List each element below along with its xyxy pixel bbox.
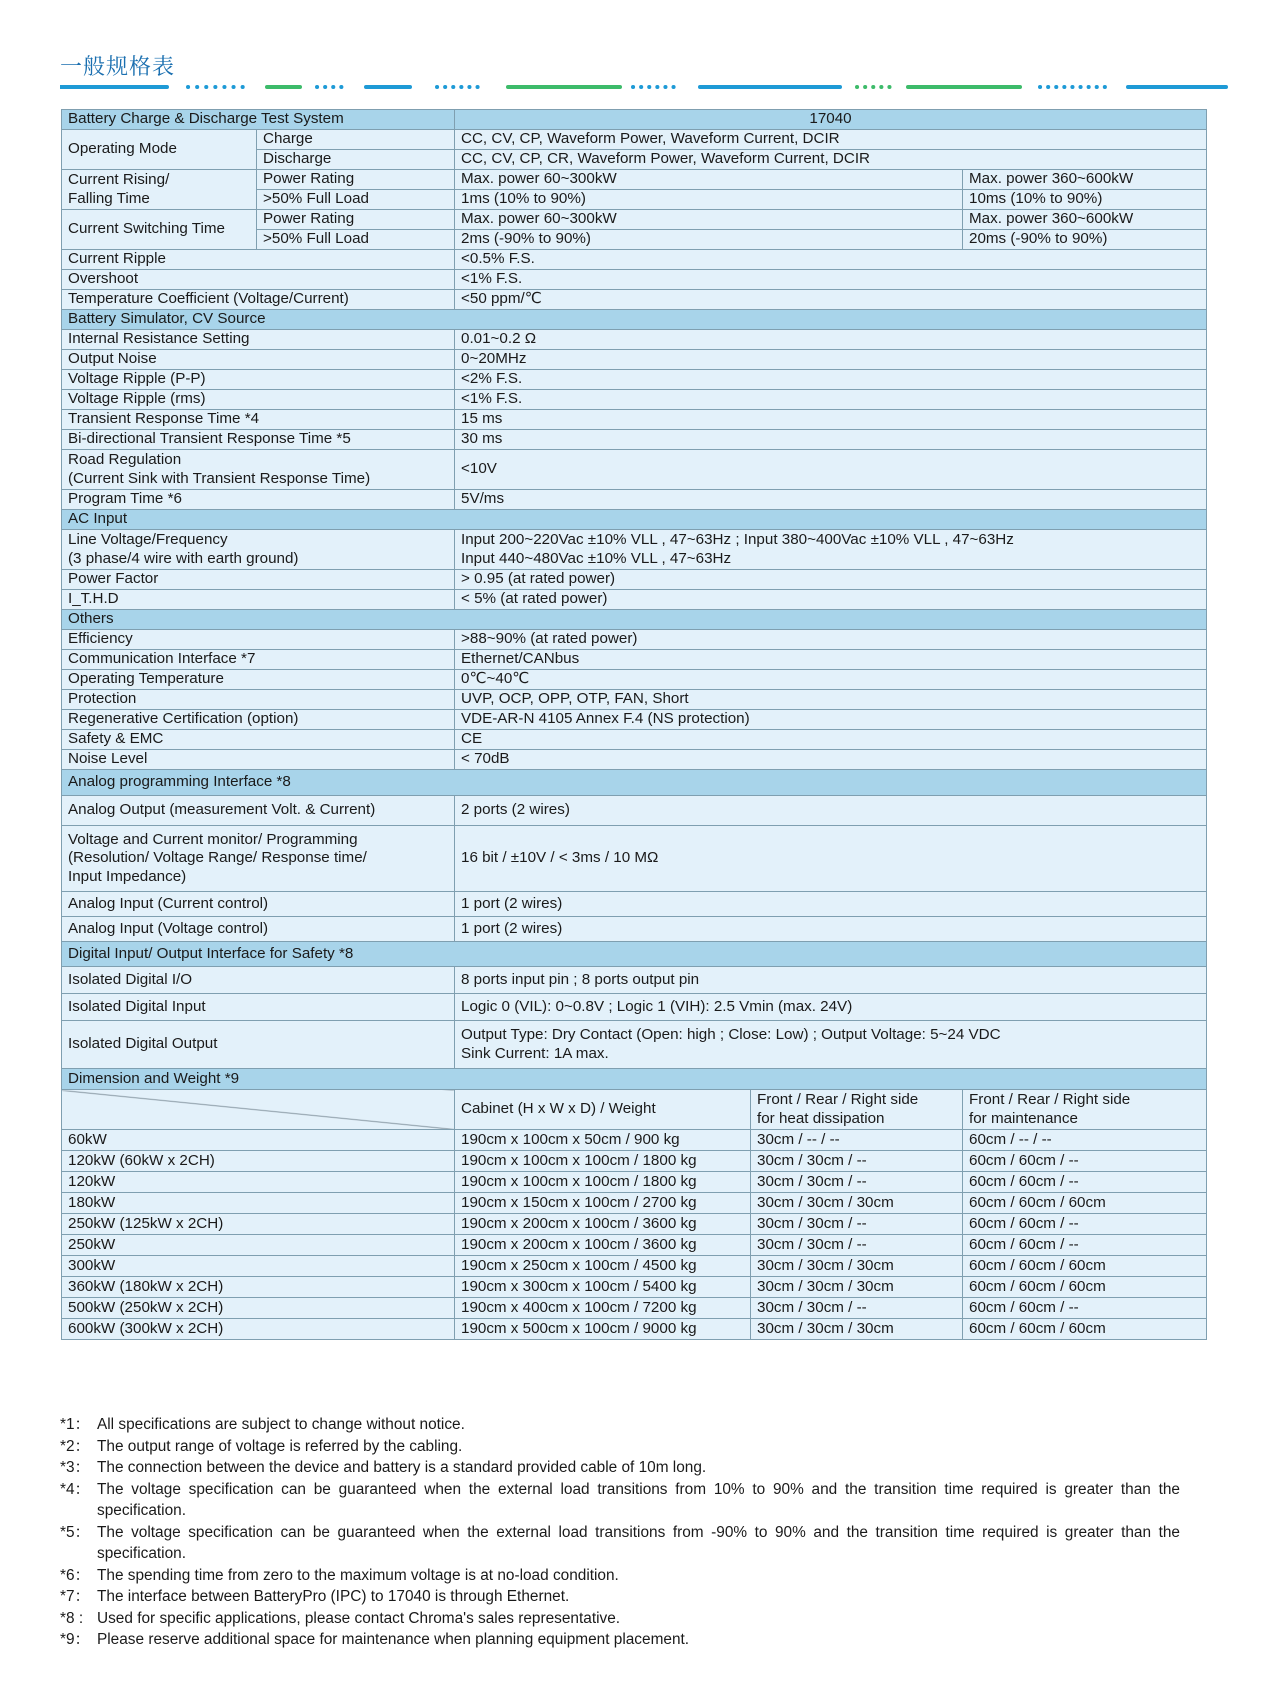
spec-table [61, 109, 1207, 1340]
section-header: AC Input [62, 510, 1207, 530]
section-header: Battery Simulator, CV Source [62, 310, 1207, 330]
table-row [62, 1256, 1207, 1277]
table-row [62, 290, 1207, 310]
table-row [62, 670, 1207, 690]
decorative-rule [60, 84, 1228, 90]
row-label: Current Switching Time [62, 210, 257, 250]
sub-label: Power Rating [257, 170, 455, 190]
row-label: Noise Level [62, 750, 455, 770]
row-value: > 0.95 (at rated power) [455, 570, 1207, 590]
cabinet-cell: 190cm x 100cm x 50cm / 900 kg [455, 1130, 751, 1151]
maintenance-cell: 60cm / 60cm / -- [963, 1151, 1207, 1172]
section-header: Others [62, 610, 1207, 630]
sub-label: Charge [257, 130, 455, 150]
table-row [62, 1235, 1207, 1256]
row-value: Max. power 360~600kW [963, 210, 1207, 230]
model-cell: 500kW (250kW x 2CH) [62, 1298, 455, 1319]
table-row [62, 1130, 1207, 1151]
footnote-text: The spending time from zero to the maximum voltage is at no-load condition. [97, 1566, 619, 1584]
row-value: <2% F.S. [455, 370, 1207, 390]
footnote [60, 1457, 1180, 1479]
row-value: Max. power 60~300kW [455, 170, 963, 190]
row-value: 1 port (2 wires) [455, 892, 1207, 917]
row-label: Road Regulation (Current Sink with Transient Response Time) [62, 450, 455, 490]
row-label: Operating Mode [62, 130, 257, 170]
row-value: VDE-AR-N 4105 Annex F.4 (NS protection) [455, 710, 1207, 730]
table-row [62, 1277, 1207, 1298]
row-label: Output Noise [62, 350, 455, 370]
row-value: 1ms (10% to 90%) [455, 190, 963, 210]
empty-diagonal-cell [62, 1090, 455, 1130]
maintenance-cell: 60cm / 60cm / 60cm [963, 1256, 1207, 1277]
model-cell: 300kW [62, 1256, 455, 1277]
table-row [62, 690, 1207, 710]
footnote [60, 1414, 1180, 1436]
row-value: <50 ppm/℃ [455, 290, 1207, 310]
table-row [62, 350, 1207, 370]
footnote [60, 1586, 1180, 1608]
table-row [62, 1069, 1207, 1090]
table-row [62, 370, 1207, 390]
table-row [62, 892, 1207, 917]
sub-label: >50% Full Load [257, 190, 455, 210]
table-row [62, 430, 1207, 450]
model-cell: 120kW [62, 1172, 455, 1193]
row-value: Input 200~220Vac ±10% VLL , 47~63Hz ; Input 380~400Vac ±10% VLL , 47~63Hz Input 440~480Vac ±10% VLL , 47~63Hz [455, 530, 1207, 570]
heat-cell: 30cm / 30cm / 30cm [751, 1319, 963, 1340]
row-value: Output Type: Dry Contact (Open: high ; Close: Low) ; Output Voltage: 5~24 VDC Sink Current: 1A max. [455, 1021, 1207, 1069]
row-label: Safety & EMC [62, 730, 455, 750]
heat-cell: 30cm / 30cm / 30cm [751, 1277, 963, 1298]
row-value: < 5% (at rated power) [455, 590, 1207, 610]
table-row [62, 796, 1207, 826]
row-label: Voltage Ripple (P-P) [62, 370, 455, 390]
heat-cell: 30cm / 30cm / -- [751, 1298, 963, 1319]
system-label: Battery Charge & Discharge Test System [62, 110, 455, 130]
cabinet-cell: 190cm x 200cm x 100cm / 3600 kg [455, 1235, 751, 1256]
cabinet-cell: 190cm x 500cm x 100cm / 9000 kg [455, 1319, 751, 1340]
footnote-key: *3： [60, 1459, 90, 1476]
heat-cell: 30cm / 30cm / -- [751, 1151, 963, 1172]
model-cell: 180kW [62, 1193, 455, 1214]
table-row [62, 730, 1207, 750]
section-header: Dimension and Weight *9 [62, 1069, 1207, 1090]
row-value: Ethernet/CANbus [455, 650, 1207, 670]
row-label: Power Factor [62, 570, 455, 590]
model-cell: 250kW (125kW x 2CH) [62, 1214, 455, 1235]
row-label: Transient Response Time *4 [62, 410, 455, 430]
row-value: UVP, OCP, OPP, OTP, FAN, Short [455, 690, 1207, 710]
row-label: Efficiency [62, 630, 455, 650]
row-value: 16 bit / ±10V / < 3ms / 10 MΩ [455, 826, 1207, 892]
row-value: CC, CV, CP, CR, Waveform Power, Waveform Current, DCIR [455, 150, 1207, 170]
table-row [62, 1172, 1207, 1193]
row-value: 30 ms [455, 430, 1207, 450]
row-label: Overshoot [62, 270, 455, 290]
row-value: < 70dB [455, 750, 1207, 770]
footnote-key: *1： [60, 1416, 90, 1433]
table-row [62, 1319, 1207, 1340]
table-row [62, 770, 1207, 796]
maintenance-cell: 60cm / -- / -- [963, 1130, 1207, 1151]
footnote-key: *4： [60, 1480, 90, 1498]
row-label: Communication Interface *7 [62, 650, 455, 670]
footnote [60, 1565, 1180, 1587]
column-header: Cabinet (H x W x D) / Weight [455, 1090, 751, 1130]
maintenance-cell: 60cm / 60cm / 60cm [963, 1193, 1207, 1214]
cabinet-cell: 190cm x 100cm x 100cm / 1800 kg [455, 1151, 751, 1172]
table-row [62, 110, 1207, 130]
table-row [62, 967, 1207, 994]
footnote-key: *2： [60, 1437, 90, 1455]
row-label: Isolated Digital Input [62, 994, 455, 1021]
footnote-text: The interface between BatteryPro (IPC) to 17040 is through Ethernet. [97, 1588, 570, 1605]
table-row [62, 590, 1207, 610]
row-label: Analog Output (measurement Volt. & Current) [62, 796, 455, 826]
row-value: Max. power 60~300kW [455, 210, 963, 230]
table-row [62, 410, 1207, 430]
footnote [60, 1608, 1180, 1630]
model-cell: 600kW (300kW x 2CH) [62, 1319, 455, 1340]
maintenance-cell: 60cm / 60cm / -- [963, 1172, 1207, 1193]
heat-cell: 30cm / 30cm / 30cm [751, 1193, 963, 1214]
footnote-text: The voltage specification can be guaranteed when the external load transitions from 10% to 90% and the transition time required is greater than the specification. [97, 1480, 1180, 1519]
row-value: <0.5% F.S. [455, 250, 1207, 270]
row-value: 0~20MHz [455, 350, 1207, 370]
table-row [62, 510, 1207, 530]
row-label: Bi-directional Transient Response Time *5 [62, 430, 455, 450]
table-row [62, 570, 1207, 590]
footnote-key: *7： [60, 1588, 90, 1605]
heat-cell: 30cm / 30cm / -- [751, 1172, 963, 1193]
footnotes [60, 1414, 1180, 1651]
cabinet-cell: 190cm x 400cm x 100cm / 7200 kg [455, 1298, 751, 1319]
row-value: 8 ports input pin ; 8 ports output pin [455, 967, 1207, 994]
table-row [62, 1151, 1207, 1172]
table-row [62, 1298, 1207, 1319]
row-label: Internal Resistance Setting [62, 330, 455, 350]
row-value: <1% F.S. [455, 270, 1207, 290]
table-row [62, 130, 1207, 150]
cabinet-cell: 190cm x 150cm x 100cm / 2700 kg [455, 1193, 751, 1214]
model-cell: 360kW (180kW x 2CH) [62, 1277, 455, 1298]
row-value: 1 port (2 wires) [455, 917, 1207, 942]
row-value: CC, CV, CP, Waveform Power, Waveform Current, DCIR [455, 130, 1207, 150]
footnote-key: *5： [60, 1523, 90, 1541]
row-value: CE [455, 730, 1207, 750]
table-row [62, 310, 1207, 330]
row-value: 2ms (-90% to 90%) [455, 230, 963, 250]
heat-cell: 30cm / 30cm / -- [751, 1235, 963, 1256]
column-header: Front / Rear / Right side for heat dissipation [751, 1090, 963, 1130]
row-label: Program Time *6 [62, 490, 455, 510]
row-label: Regenerative Certification (option) [62, 710, 455, 730]
maintenance-cell: 60cm / 60cm / -- [963, 1235, 1207, 1256]
footnote [60, 1522, 1180, 1565]
section-header: Digital Input/ Output Interface for Safety *8 [62, 942, 1207, 967]
table-row [62, 1193, 1207, 1214]
row-label: Current Rising/ Falling Time [62, 170, 257, 210]
cabinet-cell: 190cm x 200cm x 100cm / 3600 kg [455, 1214, 751, 1235]
row-value: 5V/ms [455, 490, 1207, 510]
table-row [62, 170, 1207, 190]
table-row [62, 610, 1207, 630]
cabinet-cell: 190cm x 100cm x 100cm / 1800 kg [455, 1172, 751, 1193]
table-row [62, 826, 1207, 892]
sub-label: Power Rating [257, 210, 455, 230]
maintenance-cell: 60cm / 60cm / -- [963, 1298, 1207, 1319]
cabinet-cell: 190cm x 250cm x 100cm / 4500 kg [455, 1256, 751, 1277]
table-row [62, 1090, 1207, 1130]
table-row [62, 917, 1207, 942]
table-row [62, 250, 1207, 270]
footnote [60, 1479, 1180, 1522]
model-number: 17040 [455, 110, 1207, 130]
heat-cell: 30cm / -- / -- [751, 1130, 963, 1151]
row-label: Isolated Digital Output [62, 1021, 455, 1069]
maintenance-cell: 60cm / 60cm / 60cm [963, 1277, 1207, 1298]
row-value: <1% F.S. [455, 390, 1207, 410]
row-value: 15 ms [455, 410, 1207, 430]
row-label: Analog Input (Voltage control) [62, 917, 455, 942]
row-value: >88~90% (at rated power) [455, 630, 1207, 650]
footnote [60, 1436, 1180, 1458]
model-cell: 250kW [62, 1235, 455, 1256]
model-cell: 60kW [62, 1130, 455, 1151]
heat-cell: 30cm / 30cm / 30cm [751, 1256, 963, 1277]
row-label: Temperature Coefficient (Voltage/Current) [62, 290, 455, 310]
row-label: Analog Input (Current control) [62, 892, 455, 917]
table-row [62, 270, 1207, 290]
table-row [62, 710, 1207, 730]
column-header: Front / Rear / Right side for maintenance [963, 1090, 1207, 1130]
row-label: I_T.H.D [62, 590, 455, 610]
sub-label: Discharge [257, 150, 455, 170]
page-title: 一般规格表 [60, 55, 176, 80]
table-row [62, 210, 1207, 230]
table-row [62, 450, 1207, 490]
row-label: Protection [62, 690, 455, 710]
cabinet-cell: 190cm x 300cm x 100cm / 5400 kg [455, 1277, 751, 1298]
footnote-text: Please reserve additional space for maintenance when planning equipment placement. [97, 1631, 690, 1648]
row-label: Isolated Digital I/O [62, 967, 455, 994]
row-label: Voltage and Current monitor/ Programming (Resolution/ Voltage Range/ Response time/ Input Impedance) [62, 826, 455, 892]
row-label: Line Voltage/Frequency (3 phase/4 wire with earth ground) [62, 530, 455, 570]
section-header: Analog programming Interface *8 [62, 770, 1207, 796]
table-row [62, 530, 1207, 570]
footnote [60, 1629, 1180, 1651]
row-value: Logic 0 (VIL): 0~0.8V ; Logic 1 (VIH): 2.5 Vmin (max. 24V) [455, 994, 1207, 1021]
row-label: Operating Temperature [62, 670, 455, 690]
footnote-text: The output range of voltage is referred by the cabling. [97, 1437, 463, 1455]
row-label: Current Ripple [62, 250, 455, 270]
footnote-key: *6： [60, 1566, 90, 1584]
row-value: 0℃~40℃ [455, 670, 1207, 690]
footnote-key: *9： [60, 1631, 90, 1648]
maintenance-cell: 60cm / 60cm / -- [963, 1214, 1207, 1235]
row-value: <10V [455, 450, 1207, 490]
row-value: 0.01~0.2 Ω [455, 330, 1207, 350]
table-row [62, 750, 1207, 770]
table-row [62, 650, 1207, 670]
table-row [62, 942, 1207, 967]
model-cell: 120kW (60kW x 2CH) [62, 1151, 455, 1172]
footnote-text: All specifications are subject to change without notice. [97, 1416, 465, 1433]
row-label: Voltage Ripple (rms) [62, 390, 455, 410]
table-row [62, 1214, 1207, 1235]
footnote-key: *8 : [60, 1609, 84, 1627]
maintenance-cell: 60cm / 60cm / 60cm [963, 1319, 1207, 1340]
footnote-text: The connection between the device and battery is a standard provided cable of 10m long. [97, 1459, 707, 1476]
row-value: 20ms (-90% to 90%) [963, 230, 1207, 250]
table-row [62, 490, 1207, 510]
footnote-text: Used for specific applications, please contact Chroma's sales representative. [97, 1609, 621, 1627]
table-row [62, 390, 1207, 410]
row-value: 10ms (10% to 90%) [963, 190, 1207, 210]
table-row [62, 630, 1207, 650]
footnote-text: The voltage specification can be guaranteed when the external load transitions from -90% to 90% and the transition time required is greater than the specification. [97, 1523, 1180, 1562]
table-row [62, 1021, 1207, 1069]
table-row [62, 994, 1207, 1021]
heat-cell: 30cm / 30cm / -- [751, 1214, 963, 1235]
sub-label: >50% Full Load [257, 230, 455, 250]
row-value: Max. power 360~600kW [963, 170, 1207, 190]
row-value: 2 ports (2 wires) [455, 796, 1207, 826]
table-row [62, 330, 1207, 350]
